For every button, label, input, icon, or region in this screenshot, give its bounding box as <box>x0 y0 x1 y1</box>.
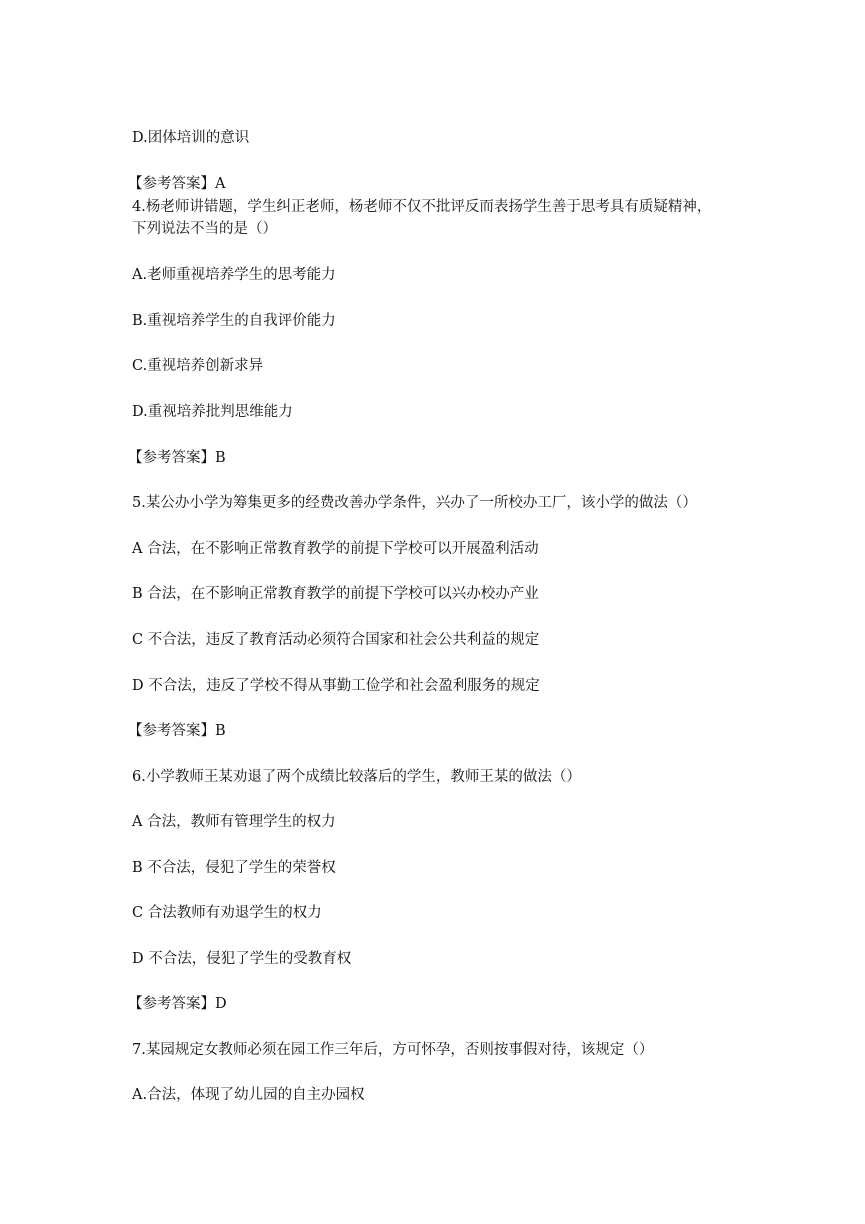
q7-stem: 7.某园规定女教师必须在园工作三年后，方可怀孕，否则按事假对待，该规定（） <box>132 1042 654 1058</box>
q5-stem: 5.某公办小学为筹集更多的经费改善办学条件，兴办了一所校办工厂，该小学的做法（） <box>132 495 697 511</box>
q3-answer: 【参考答案】A <box>128 176 226 192</box>
q5-option-d: D 不合法，违反了学校不得从事勤工俭学和社会盈利服务的规定 <box>132 678 540 694</box>
q6-stem: 6.小学教师王某劝退了两个成绩比较落后的学生，教师王某的做法（） <box>132 769 581 785</box>
q5-answer: 【参考答案】B <box>128 723 226 739</box>
q6-answer: 【参考答案】D <box>128 996 227 1012</box>
q4-option-c: C.重视培养创新求异 <box>132 358 264 374</box>
q3-option-d: D.团体培训的意识 <box>132 130 250 146</box>
q4-stem-line1: 4.杨老师讲错题，学生纠正老师，杨老师不仅不批评反而表扬学生善于思考具有质疑精神， <box>132 199 712 215</box>
q5-option-b: B 合法，在不影响正常教育教学的前提下学校可以兴办校办产业 <box>132 586 539 602</box>
q4-stem-line2: 下列说法不当的是（） <box>132 221 277 237</box>
q4-answer: 【参考答案】B <box>128 450 226 466</box>
q6-option-b: B 不合法，侵犯了学生的荣誉权 <box>132 860 336 876</box>
q6-option-c: C 合法教师有劝退学生的权力 <box>132 905 322 921</box>
q7-option-a: A.合法，体现了幼儿园的自主办园权 <box>132 1087 365 1103</box>
q5-option-c: C 不合法，违反了教育活动必须符合国家和社会公共利益的规定 <box>132 632 540 648</box>
q6-option-a: A 合法，教师有管理学生的权力 <box>132 814 336 830</box>
q4-option-d: D.重视培养批判思维能力 <box>132 404 293 420</box>
q6-option-d: D 不合法，侵犯了学生的受教育权 <box>132 951 352 967</box>
q5-option-a: A 合法，在不影响正常教育教学的前提下学校可以开展盈利活动 <box>132 541 539 557</box>
q4-option-b: B.重视培养学生的自我评价能力 <box>132 313 336 329</box>
q4-option-a: A.老师重视培养学生的思考能力 <box>132 267 336 283</box>
